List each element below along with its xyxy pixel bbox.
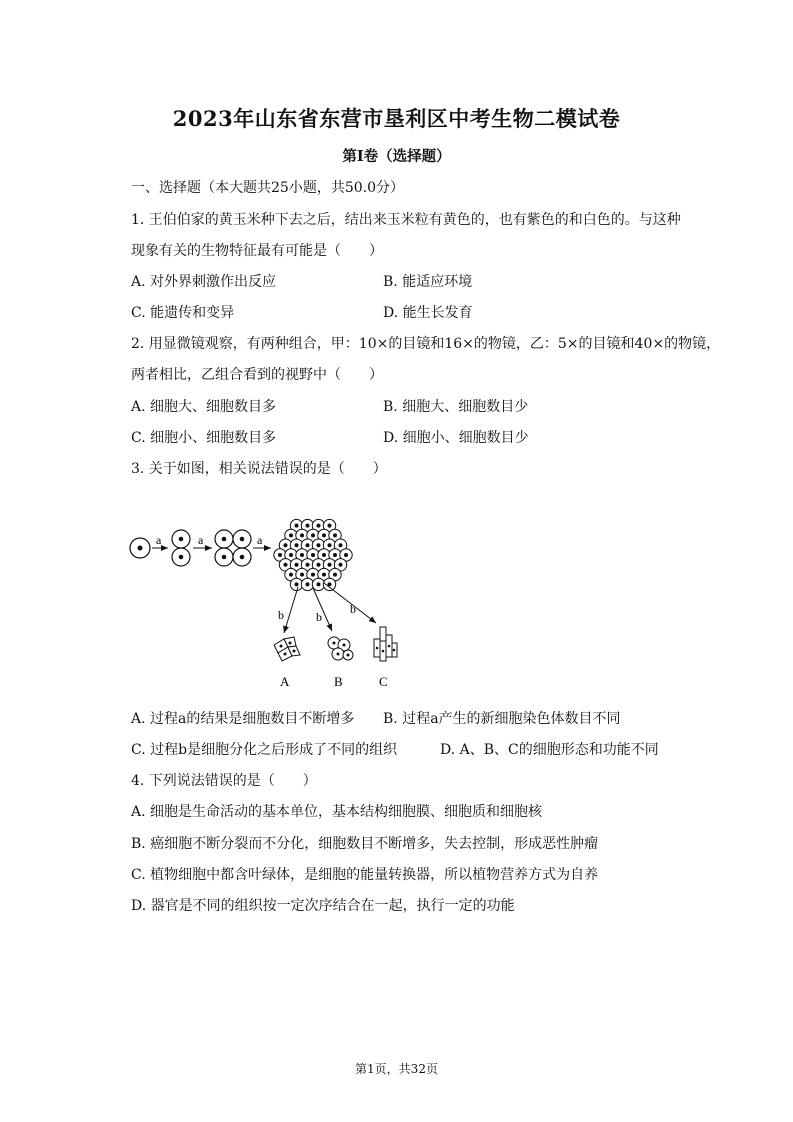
exam-title: 2023年山东省东营市垦利区中考生物二模试卷: [172, 106, 621, 131]
q1-stem-line1: 1. 王伯伯家的黄玉米种下去之后，结出来玉米粒有黄色的，也有紫色的和白色的。与这种: [131, 212, 681, 228]
q2-option-c[interactable]: C. 细胞小、细胞数目多: [131, 430, 277, 446]
cluster-cell-nucleus: [317, 563, 321, 567]
q3-option-d[interactable]: D. A、B、C的细胞形态和功能不同: [440, 742, 659, 758]
volume-heading: 第I卷（选择题）: [342, 148, 451, 165]
cluster-cell-nucleus: [289, 573, 293, 577]
tissue-label-a: A: [280, 674, 290, 689]
tissue-label-b: B: [334, 674, 343, 689]
cell-division-figure: [126, 515, 388, 695]
cluster-cell-nucleus: [311, 553, 315, 557]
tissue-b: [328, 637, 353, 660]
q4-option-a[interactable]: A. 细胞是生命活动的基本单位，基本结构细胞膜、细胞质和细胞核: [131, 804, 543, 820]
section-heading: 一、选择题（本大题共25小题，共50.0分）: [131, 180, 404, 196]
cluster-cell-nucleus: [295, 582, 299, 586]
q3-option-c[interactable]: C. 过程b是细胞分化之后形成了不同的组织: [131, 742, 398, 758]
cell-cluster: [274, 519, 352, 590]
q2-stem-line2: 两者相比，乙组合看到的视野中（ ）: [131, 367, 383, 383]
cluster-cell-nucleus: [300, 533, 304, 537]
cluster-cell-nucleus: [306, 524, 310, 528]
cluster-cell-nucleus: [317, 543, 321, 547]
q2-option-b[interactable]: B. 细胞大、细胞数目少: [383, 399, 529, 415]
cluster-cell-nucleus: [328, 524, 332, 528]
cluster-cell-nucleus: [322, 533, 326, 537]
q1-stem-line2: 现象有关的生物特征最有可能是（ ）: [131, 243, 383, 259]
cluster-cell-nucleus: [328, 543, 332, 547]
cluster-cell-nucleus: [322, 573, 326, 577]
cluster-cell-nucleus: [278, 553, 282, 557]
cluster-cell-nucleus: [295, 543, 299, 547]
cluster-cell-nucleus: [317, 582, 321, 586]
cluster-cell-nucleus: [311, 533, 315, 537]
q2-option-d[interactable]: D. 细胞小、细胞数目少: [383, 430, 529, 446]
cluster-cell-nucleus: [300, 553, 304, 557]
q4-stem: 4. 下列说法错误的是（ ）: [131, 773, 317, 789]
cluster-cell-nucleus: [306, 582, 310, 586]
cluster-cell-nucleus: [322, 553, 326, 557]
cluster-cell-nucleus: [306, 543, 310, 547]
tissue-a: [274, 637, 300, 661]
cluster-cell-nucleus: [333, 553, 337, 557]
process-b-label-1: b: [278, 608, 284, 622]
q3-stem: 3. 关于如图，相关说法错误的是（ ）: [131, 461, 387, 477]
four-cells: [215, 530, 251, 566]
two-cells: [172, 530, 190, 566]
q4-option-c[interactable]: C. 植物细胞中都含叶绿体，是细胞的能量转换器，所以植物营养方式为自养: [131, 867, 599, 883]
process-a-label-1: a: [156, 533, 162, 547]
cluster-cell-nucleus: [289, 553, 293, 557]
cluster-cell-nucleus: [284, 543, 288, 547]
cluster-cell-nucleus: [344, 553, 348, 557]
process-b-label-3: b: [350, 602, 356, 616]
process-b-arrow-1: [284, 587, 298, 633]
q2-stem-line1: 2. 用显微镜观察，有两种组合，甲：10×的目镜和16×的物镜，乙：5×的目镜和40×的物镜，: [131, 336, 721, 352]
cluster-cell-nucleus: [295, 563, 299, 567]
cluster-cell-nucleus: [333, 573, 337, 577]
process-a-label-3: a: [257, 533, 263, 547]
tissue-c: [374, 627, 397, 661]
q1-option-c[interactable]: C. 能遗传和变异: [131, 305, 235, 321]
tissue-label-c: C: [379, 674, 388, 689]
cluster-cell-nucleus: [333, 533, 337, 537]
cluster-cell-nucleus: [284, 563, 288, 567]
cluster-cell-nucleus: [289, 533, 293, 537]
q3-option-b[interactable]: B. 过程a产生的新细胞染色体数目不同: [383, 711, 621, 727]
q2-option-a[interactable]: A. 细胞大、细胞数目多: [131, 399, 277, 415]
q1-option-b[interactable]: B. 能适应环境: [383, 274, 473, 290]
cluster-cell-nucleus: [339, 543, 343, 547]
q1-option-a[interactable]: A. 对外界刺激作出反应: [131, 274, 277, 290]
q3-option-a[interactable]: A. 过程a的结果是细胞数目不断增多: [131, 711, 355, 727]
cluster-cell-nucleus: [339, 563, 343, 567]
cluster-cell-nucleus: [295, 524, 299, 528]
q4-option-d[interactable]: D. 器官是不同的组织按一定次序结合在一起，执行一定的功能: [131, 898, 515, 914]
cluster-cell-nucleus: [317, 524, 321, 528]
cluster-cell-nucleus: [300, 573, 304, 577]
q1-option-d[interactable]: D. 能生长发育: [383, 305, 473, 321]
cluster-cell-nucleus: [328, 563, 332, 567]
process-b-label-2: b: [316, 610, 322, 624]
page-footer: 第1页，共32页: [355, 1062, 438, 1076]
cluster-cell-nucleus: [306, 563, 310, 567]
single-cell: [130, 538, 150, 558]
q4-option-b[interactable]: B. 癌细胞不断分裂而不分化，细胞数目不断增多，失去控制，形成恶性肿瘤: [131, 836, 599, 852]
cluster-cell-nucleus: [311, 573, 315, 577]
process-a-label-2: a: [198, 533, 204, 547]
